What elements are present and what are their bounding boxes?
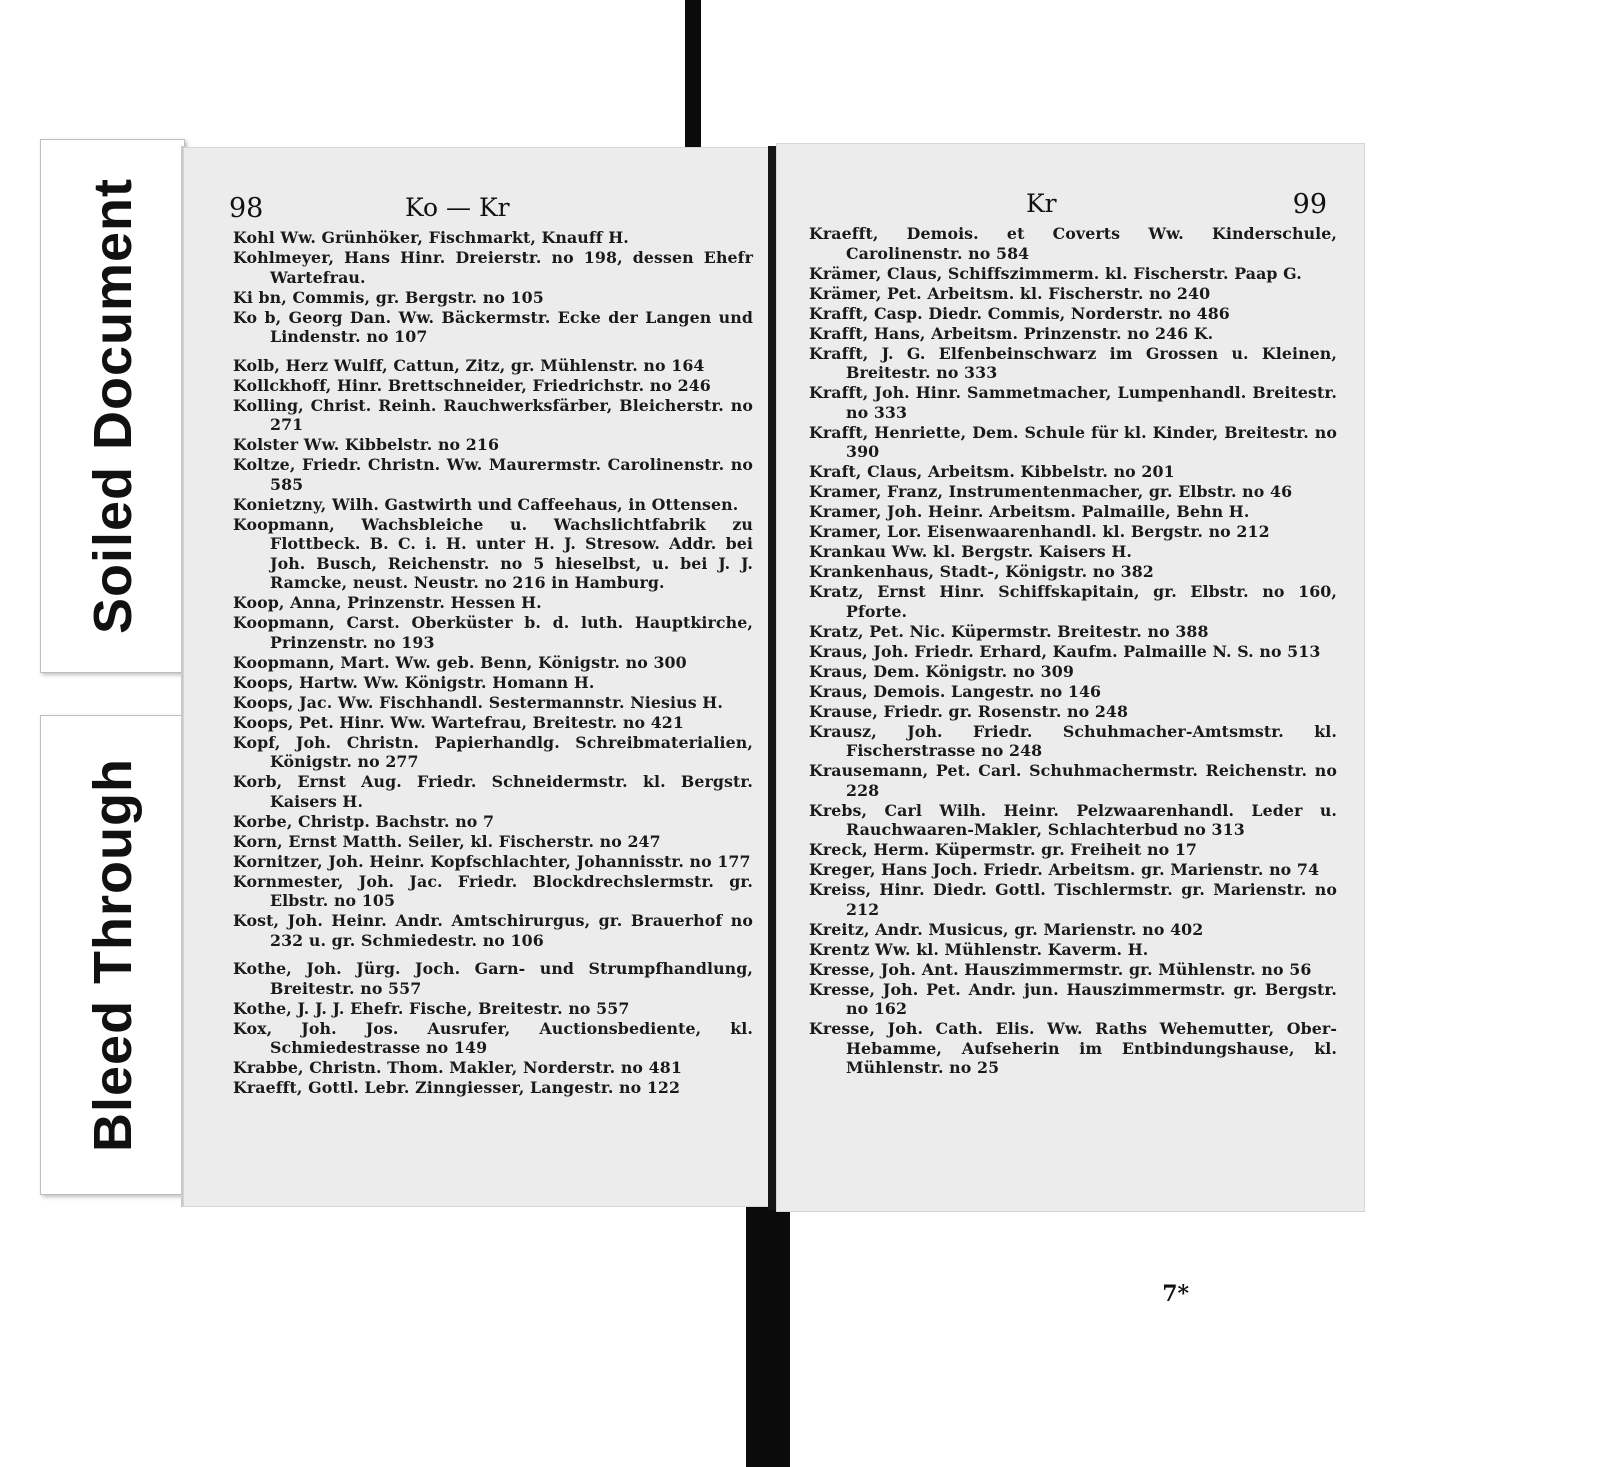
bleed-through-label: Bleed Through	[82, 758, 143, 1152]
directory-entry: Kornmester, Joh. Jac. Friedr. Blockdrechslermstr. gr. Elbstr. no 105	[233, 871, 753, 910]
directory-entry: Kresse, Joh. Ant. Hauszimmermstr. gr. Mühlenstr. no 56	[809, 959, 1312, 979]
directory-entry: Koops, Pet. Hinr. Ww. Wartefrau, Breitestr. no 421	[233, 712, 684, 732]
directory-entry: Korbe, Christp. Bachstr. no 7	[233, 811, 495, 831]
directory-entry: Krentz Ww. kl. Mühlenstr. Kaverm. H.	[809, 939, 1149, 959]
right-page	[776, 143, 1365, 1307]
left-page	[183, 147, 769, 1207]
directory-entry: Krafft, Hans, Arbeitsm. Prinzenstr. no 246 K.	[809, 323, 1214, 343]
directory-entry: Kresse, Joh. Pet. Andr. jun. Hauszimmermstr. gr. Bergstr. no 162	[809, 979, 1337, 1018]
directory-entry: Krause, Friedr. gr. Rosenstr. no 248	[809, 701, 1129, 721]
directory-entry: Krausz, Joh. Friedr. Schuhmacher-Amtsmstr. kl. Fischerstrasse no 248	[809, 721, 1337, 760]
directory-entry: Kothe, J. J. J. Ehefr. Fische, Breitestr. no 557	[233, 998, 630, 1018]
directory-entry: Kost, Joh. Heinr. Andr. Amtschirurgus, gr. Brauerhof no 232 u. gr. Schmiedestr. no 106	[233, 911, 753, 950]
directory-entry: Kraefft, Demois. et Coverts Ww. Kinderschule, Carolinenstr. no 584	[809, 224, 1337, 263]
directory-entry: Koopmann, Carst. Oberküster b. d. luth. Hauptkirche, Prinzenstr. no 193	[233, 613, 753, 652]
directory-entry: Kreger, Hans Joch. Friedr. Arbeitsm. gr. Marienstr. no 74	[809, 860, 1320, 879]
directory-entry: Kramer, Franz, Instrumentenmacher, gr. Elbstr. no 46	[809, 482, 1293, 501]
directory-entry: Kratz, Pet. Nic. Küpermstr. Breitestr. no 388	[809, 621, 1209, 641]
directory-entry: Koops, Hartw. Ww. Königstr. Homann H.	[233, 672, 595, 692]
directory-entry: Kresse, Joh. Cath. Elis. Ww. Raths Wehemutter, Ober-Hebamme, Aufseherin im Entbindungshause, kl. Mühlenstr. no 25	[809, 1019, 1337, 1077]
directory-entry: Kreiss, Hinr. Diedr. Gottl. Tischlermstr. gr. Marienstr. no 212	[809, 880, 1337, 919]
left-running-head: Ko — Kr	[405, 193, 510, 222]
signature-mark: 7*	[1162, 1281, 1189, 1307]
directory-entry: Krämer, Pet. Arbeitsm. kl. Fischerstr. no 240	[809, 283, 1211, 303]
directory-entry: Kramer, Joh. Heinr. Arbeitsm. Palmaille, Behn H.	[809, 502, 1250, 521]
book-gutter	[768, 146, 776, 1210]
right-running-head: Kr	[1026, 189, 1057, 218]
left-page-number: 98	[229, 193, 264, 224]
directory-entry: Krafft, Joh. Hinr. Sammetmacher, Lumpenhandl. Breitestr. no 333	[809, 383, 1337, 422]
directory-entry: Krankenhaus, Stadt-, Königstr. no 382	[809, 562, 1154, 581]
directory-entry: Kornitzer, Joh. Heinr. Kopfschlachter, Johannisstr. no 177	[233, 851, 751, 871]
directory-entry: Koopmann, Wachsbleiche u. Wachslichtfabrik zu Flottbeck. B. C. i. H. unter H. J. Stresow. Addr. bei Joh. Busch, Reichenstr. no 5 hieselbst, u. bei J. J. Ramcke, neust. Neustr. no 216 in Hamburg.	[233, 514, 753, 592]
right-entry-list	[809, 224, 1337, 1078]
directory-entry: Krankau Ww. kl. Bergstr. Kaisers H.	[809, 542, 1133, 561]
directory-entry: Kraus, Demois. Langestr. no 146	[809, 681, 1102, 701]
directory-entry: Kraft, Claus, Arbeitsm. Kibbelstr. no 201	[809, 462, 1175, 481]
directory-entry: Koops, Jac. Ww. Fischhandl. Sestermannstr. Niesius H.	[233, 692, 723, 712]
directory-entry: Kolling, Christ. Reinh. Rauchwerksfärber, Bleicherstr. no 271	[233, 395, 753, 434]
directory-entry: Krafft, J. G. Elfenbeinschwarz im Grossen u. Kleinen, Breitestr. no 333	[809, 343, 1337, 382]
right-page-number: 99	[1292, 189, 1327, 220]
directory-entry: Koopmann, Mart. Ww. geb. Benn, Königstr. no 300	[233, 652, 687, 672]
directory-entry: Ki bn, Commis, gr. Bergstr. no 105	[233, 287, 544, 307]
directory-entry: Korb, Ernst Aug. Friedr. Schneidermstr. kl. Bergstr. Kaisers H.	[233, 772, 753, 811]
directory-entry: Koltze, Friedr. Christn. Ww. Maurermstr. Carolinenstr. no 585	[233, 455, 753, 494]
directory-entry: Kreitz, Andr. Musicus, gr. Marienstr. no 402	[809, 919, 1204, 939]
directory-entry: Krafft, Casp. Diedr. Commis, Norderstr. no 486	[809, 303, 1230, 323]
directory-entry: Korn, Ernst Matth. Seiler, kl. Fischerstr. no 247	[233, 831, 661, 851]
directory-entry: Krausemann, Pet. Carl. Schuhmachermstr. Reichenstr. no 228	[809, 761, 1337, 800]
directory-entry: Kramer, Lor. Eisenwaarenhandl. kl. Bergstr. no 212	[809, 522, 1270, 541]
directory-entry: Kox, Joh. Jos. Ausrufer, Auctionsbediente, kl. Schmiedestrasse no 149	[233, 1018, 753, 1057]
soiled-document-label: Soiled Document	[82, 177, 143, 635]
directory-entry: Ko b, Georg Dan. Ww. Bäckermstr. Ecke der Langen und Lindenstr. no 107	[233, 307, 753, 346]
directory-entry: Kraus, Dem. Königstr. no 309	[809, 661, 1074, 681]
directory-entry: Krebs, Carl Wilh. Heinr. Pelzwaarenhandl. Leder u. Rauchwaaren-Makler, Schlachterbud no 313	[809, 800, 1337, 839]
directory-entry: Kothe, Joh. Jürg. Joch. Garn- und Strumpfhandlung, Breitestr. no 557	[233, 959, 753, 998]
soiled-document-tab	[40, 139, 185, 673]
directory-entry: Krämer, Claus, Schiffszimmerm. kl. Fischerstr. Paap G.	[809, 263, 1302, 283]
directory-entry: Kraus, Joh. Friedr. Erhard, Kaufm. Palmaille N. S. no 513	[809, 641, 1321, 661]
directory-entry: Krabbe, Christn. Thom. Makler, Norderstr. no 481	[233, 1058, 682, 1077]
directory-entry: Kohl Ww. Grünhöker, Fischmarkt, Knauff H.	[233, 228, 629, 247]
directory-entry: Kohlmeyer, Hans Hinr. Dreierstr. no 198, dessen Ehefr Wartefrau.	[233, 248, 753, 287]
directory-entry: Kraefft, Gottl. Lebr. Zinngiesser, Langestr. no 122	[233, 1078, 681, 1097]
directory-entry: Konietzny, Wilh. Gastwirth und Caffeehaus, in Ottensen.	[233, 494, 739, 514]
directory-entry: Kopf, Joh. Christn. Papierhandlg. Schreibmaterialien, Königstr. no 277	[233, 732, 753, 771]
binding-strip-top	[685, 0, 701, 162]
directory-entry: Koop, Anna, Prinzenstr. Hessen H.	[233, 593, 542, 612]
directory-entry: Kollckhoff, Hinr. Brettschneider, Friedrichstr. no 246	[233, 375, 711, 395]
directory-entry: Kratz, Ernst Hinr. Schiffskapitain, gr. Elbstr. no 160, Pforte.	[809, 582, 1337, 621]
bleed-through-tab	[40, 715, 185, 1195]
directory-entry: Kreck, Herm. Küpermstr. gr. Freiheit no 17	[809, 840, 1198, 859]
directory-entry: Krafft, Henriette, Dem. Schule für kl. Kinder, Breitestr. no 390	[809, 422, 1337, 461]
binding-strip-bottom	[746, 1200, 790, 1467]
directory-entry: Kolster Ww. Kibbelstr. no 216	[233, 435, 500, 454]
left-entry-list	[233, 228, 753, 1098]
directory-entry: Kolb, Herz Wulff, Cattun, Zitz, gr. Mühlenstr. no 164	[233, 355, 705, 375]
